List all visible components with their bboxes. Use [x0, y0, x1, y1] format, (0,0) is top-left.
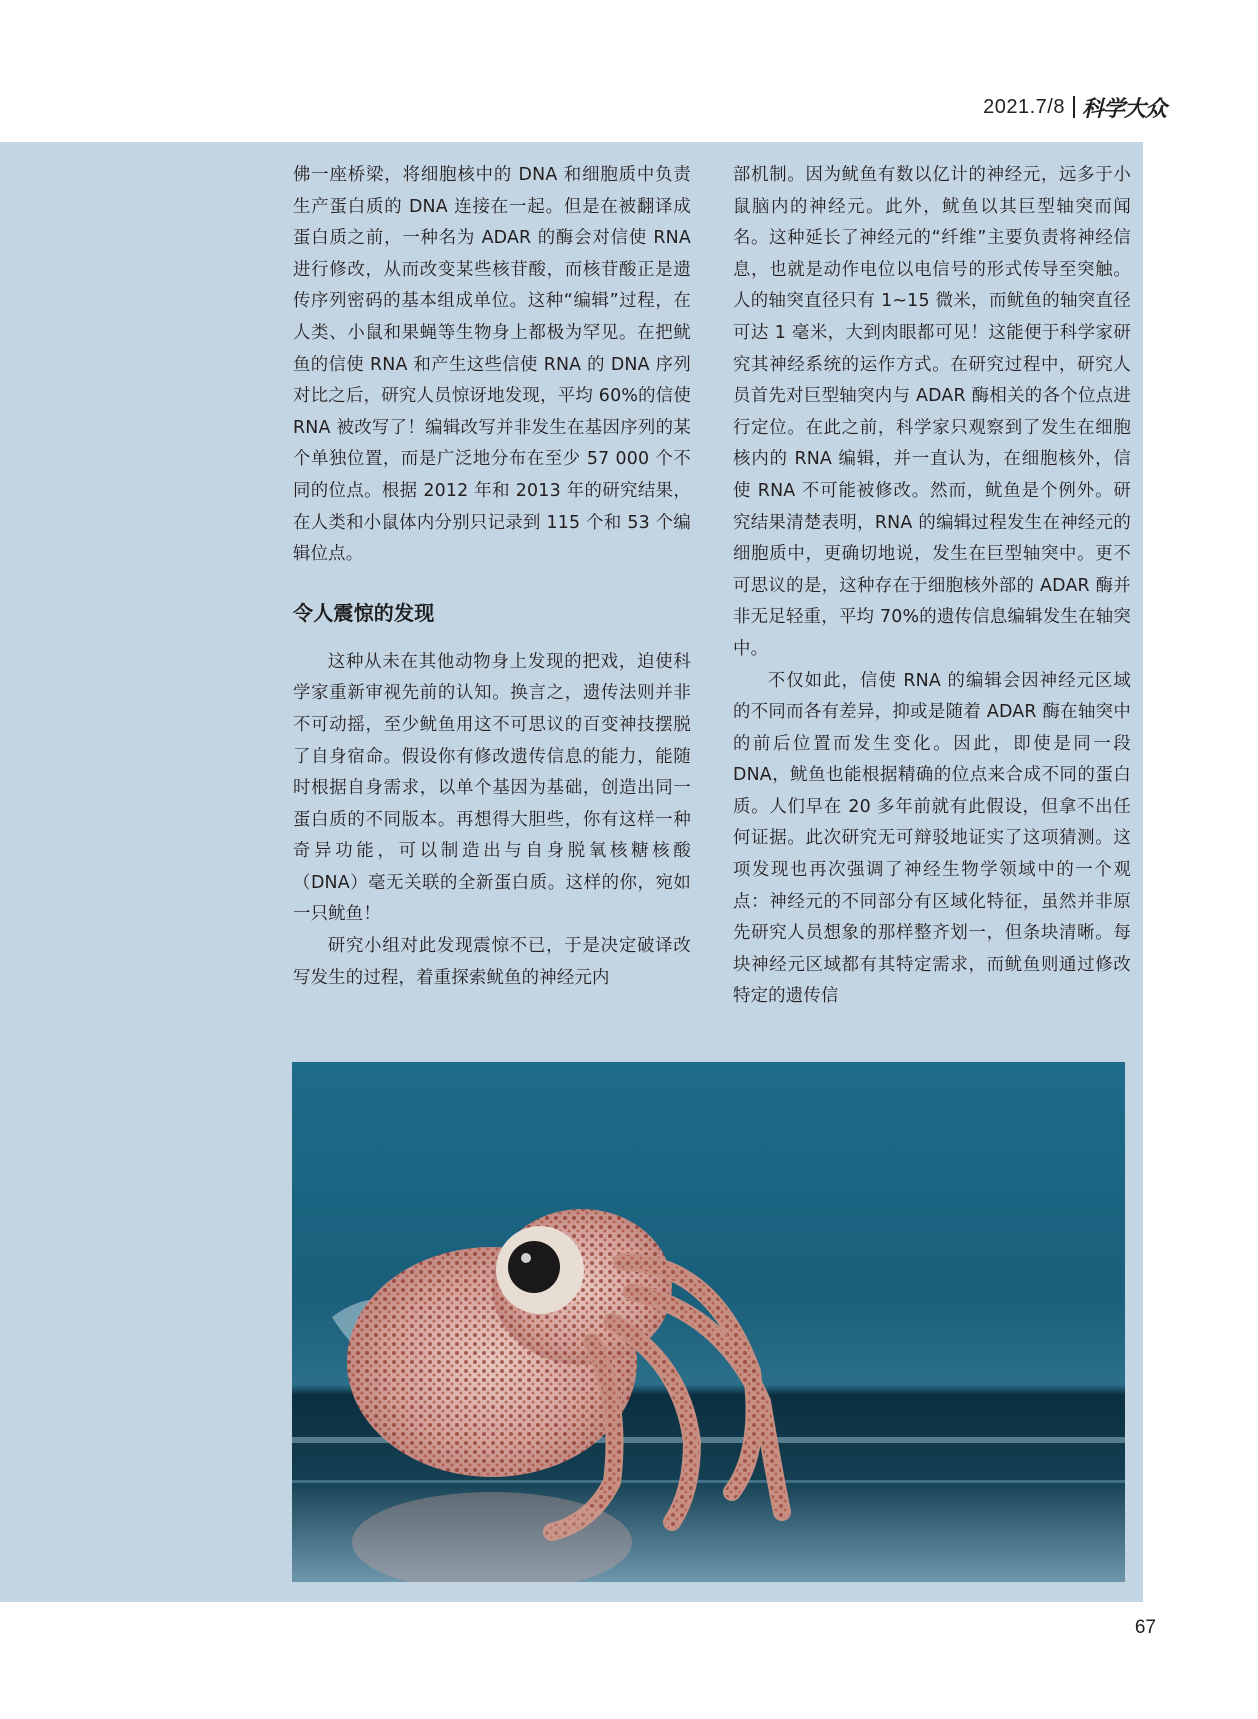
section-heading: 令人震惊的发现	[293, 600, 435, 625]
magazine-logo: 科学大众	[1081, 95, 1166, 122]
article-column-right	[733, 160, 1131, 1013]
issue-date: 2021.7/8	[983, 95, 1065, 118]
header-divider	[1073, 96, 1075, 118]
paragraph: 部机制。因为鱿鱼有数以亿计的神经元，远多于小鼠脑内的神经元。此外，鱿鱼以其巨型轴突而闻名。这种延长了神经元的“纤维”主要负责将神经信息，也就是动作电位以电信号的形式传导至突触。人的轴突直径只有 1~15 微米，而鱿鱼的轴突直径可达 1 毫米，大到肉眼都可见！这能便于科学家研究其神经系统的运作方式。在研究过程中，研究人员首先对巨型轴突内与 ADAR 酶相关的各个位点进行定位。在此之前，科学家只观察到了发生在细胞核内的 RNA 编辑，并一直认为，在细胞核外，信使 RNA 不可能被修改。然而，鱿鱼是个例外。研究结果清楚表明，RNA 的编辑过程发生在神经元的细胞质中，更确切地说，发生在巨型轴突中。更不可思议的是，这种存在于细胞核外部的 ADAR 酶并非无足轻重，平均 70%的遗传信息编辑发生在轴突中。	[733, 165, 1131, 659]
squid-illustration	[292, 1062, 1125, 1582]
paragraph: 这种从未在其他动物身上发现的把戏，迫使科学家重新审视先前的认知。换言之，遗传法则并非不可动摇，至少鱿鱼用这不可思议的百变神技摆脱了自身宿命。假设你有修改遗传信息的能力，能随时根据自身需求，以单个基因为基础，创造出同一蛋白质的不同版本。再想得大胆些，你有这样一种奇异功能，可以制造出与自身脱氧核糖核酸（DNA）毫无关联的全新蛋白质。这样的你，宛如一只鱿鱼！	[293, 651, 691, 925]
page-header	[983, 90, 1166, 124]
squid-photo	[292, 1062, 1125, 1582]
page-number: 67	[1134, 1617, 1156, 1638]
paragraph: 佛一座桥梁，将细胞核中的 DNA 和细胞质中负责生产蛋白质的 DNA 连接在一起。但是在被翻译成蛋白质之前，一种名为 ADAR 的酶会对信使 RNA 进行修改，从而改变某些核苷酸，而核苷酸正是遗传序列密码的基本组成单位。这种“编辑”过程，在人类、小鼠和果蝇等生物身上都极为罕见。在把鱿鱼的信使 RNA 和产生这些信使 RNA 的 DNA 序列对比之后，研究人员惊讶地发现，平均 60%的信使 RNA 被改写了！编辑改写并非发生在基因序列的某个单独位置，而是广泛地分布在至少 57 000 个不同的位点。根据 2012 年和 2013 年的研究结果，在人类和小鼠体内分别只记录到 115 个和 53 个编辑位点。	[293, 165, 691, 565]
paragraph: 不仅如此，信使 RNA 的编辑会因神经元区域的不同而各有差异，抑或是随着 ADAR 酶在轴突中的前后位置而发生变化。因此，即使是同一段 DNA，鱿鱼也能根据精确的位点来合成不同的蛋白质。人们早在 20 多年前就有此假设，但拿不出任何证据。此次研究无可辩驳地证实了这项猜测。这项发现也再次强调了神经生物学领域中的一个观点：神经元的不同部分有区域化特征，虽然并非原先研究人员想象的那样整齐划一，但条块清晰。每块神经元区域都有其特定需求，而鱿鱼则通过修改特定的遗传信	[733, 670, 1131, 1007]
paragraph: 研究小组对此发现震惊不已，于是决定破译改写发生的过程，着重探索鱿鱼的神经元内	[293, 936, 691, 988]
article-column-left	[293, 160, 691, 994]
